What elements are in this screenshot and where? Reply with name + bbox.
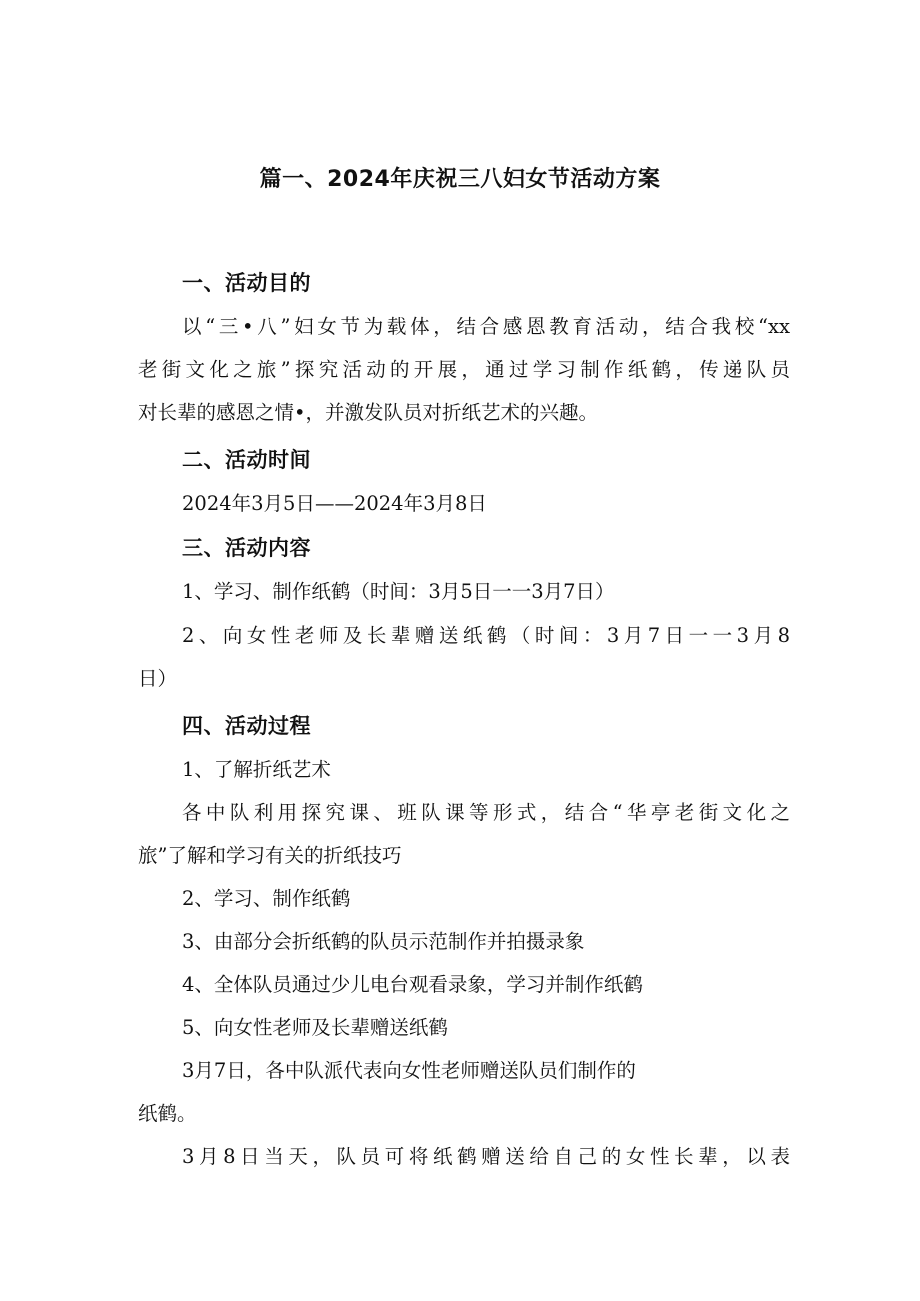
content-item-1: 1、学习、制作纸鹤（时间：3月5日一一3月7日） [182,580,615,603]
content-item-2-line-2: 日） [138,667,178,690]
time-range: 2024年3月5日——2024年3月8日 [182,492,487,515]
process-paragraph-1-line-2: 纸鹤。 [138,1102,197,1125]
purpose-line-2: 老街文化之旅”探究活动的开展，通过学习制作纸鹤，传递队员 [138,358,790,381]
section-heading-process: 四、活动过程 [182,714,311,738]
process-paragraph-1-line-1: 3月7日，各中队派代表向女性老师赠送队员们制作的 [182,1059,636,1082]
purpose-line-3: 对长辈的感恩之情•，并激发队员对折纸艺术的兴趣。 [138,401,599,424]
process-step-1-line-2: 旅”了解和学习有关的折纸技巧 [138,844,402,867]
section-heading-time: 二、活动时间 [182,448,311,472]
process-step-2: 2、学习、制作纸鹤 [182,887,351,910]
process-paragraph-2-line-1: 3月8日当天，队员可将纸鹤赠送给自己的女性长辈，以表 [182,1145,790,1168]
process-step-3: 3、由部分会折纸鹤的队员示范制作并拍摄录象 [182,930,585,953]
section-heading-content: 三、活动内容 [182,536,311,560]
document-title: 篇一、2024年庆祝三八妇女节活动方案 [259,167,661,192]
process-step-4: 4、全体队员通过少儿电台观看录象，学习并制作纸鹤 [182,973,643,996]
section-heading-purpose: 一、活动目的 [182,271,311,295]
process-step-1-title: 1、了解折纸艺术 [182,758,331,781]
purpose-line-1: 以“三•八”妇女节为载体，结合感恩教育活动，结合我校“xx [182,315,790,338]
process-step-1-line-1: 各中队利用探究课、班队课等形式，结合“华亭老街文化之 [182,801,790,824]
content-item-2-line-1: 2、向女性老师及长辈赠送纸鹤（时间：3月7日一一3月8 [182,624,790,647]
process-step-5: 5、向女性老师及长辈赠送纸鹤 [182,1016,448,1039]
